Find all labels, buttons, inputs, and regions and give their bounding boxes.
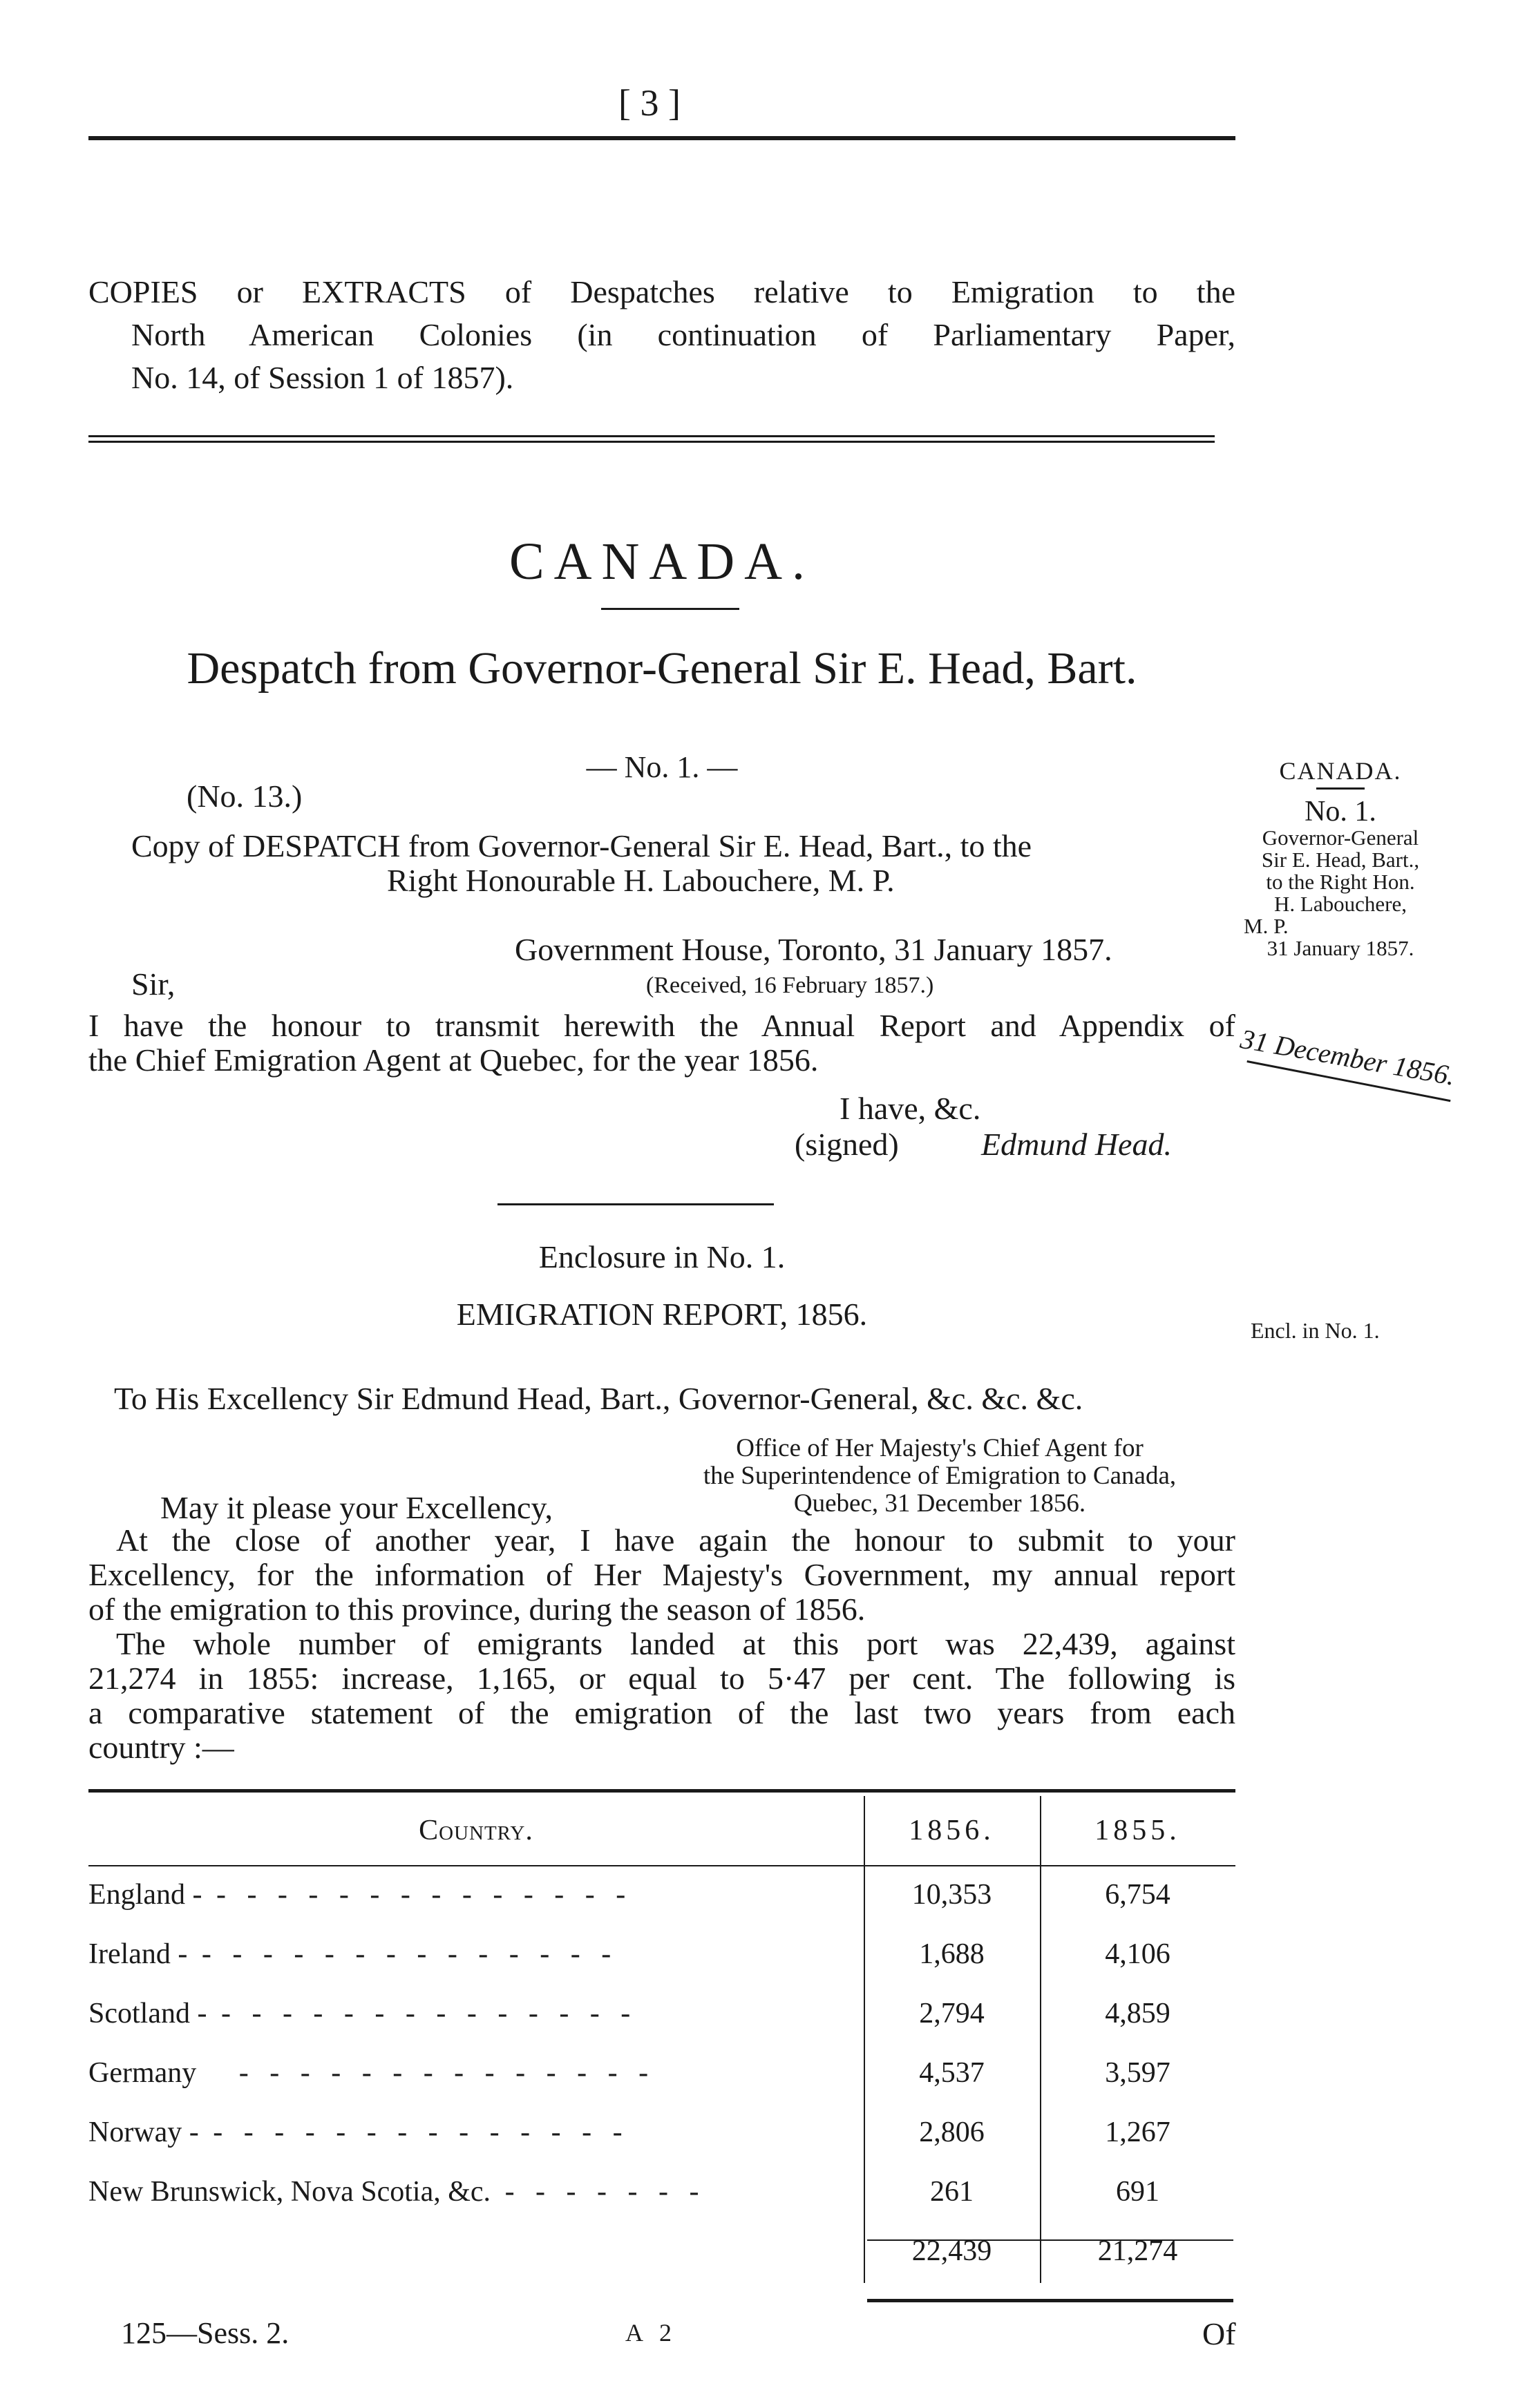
- intro-double-rule: [88, 435, 1215, 443]
- page-number: [ 3 ]: [618, 82, 681, 124]
- section-title-rule: [601, 608, 739, 610]
- salutation: Sir,: [131, 966, 176, 1002]
- row-1855: 6,754: [1105, 1879, 1170, 1911]
- p2-line-1: The whole number of emigrants landed at this port was 22,439, against: [116, 1626, 1235, 1661]
- margin-note-l1: Governor-General: [1262, 825, 1419, 850]
- copy-line-2: Right Honourable H. Labouchere, M. P.: [387, 863, 895, 898]
- margin-note-no: No. 1.: [1305, 796, 1376, 828]
- closing: I have, &c.: [840, 1091, 981, 1126]
- enclosure-salutation: May it please your Excellency,: [160, 1490, 553, 1525]
- row-country: Ireland - - - - - - - - - - - - - - -: [88, 1938, 618, 1970]
- table-bottom-rule: [867, 2299, 1233, 2302]
- row-1856: 2,806: [919, 2116, 985, 2148]
- p1-line-2: Excellency, for the information of Her Majesty's Government, my annual report: [88, 1557, 1235, 1592]
- header-rule: [88, 136, 1235, 140]
- table-row: [88, 1924, 1235, 1984]
- row-country: England - - - - - - - - - - - - - - -: [88, 1879, 633, 1911]
- address-line: To His Excellency Sir Edmund Head, Bart., Governor-General, &c. &c. &c.: [114, 1381, 1083, 1416]
- table-header-row: [88, 1796, 1235, 1865]
- table-row: [88, 2162, 1235, 2221]
- margin-note-title: CANADA.: [1279, 757, 1402, 785]
- margin-note-l2: Sir E. Head, Bart.,: [1261, 848, 1420, 872]
- office-line-2: the Superintendence of Emigration to Canada,: [703, 1462, 1177, 1490]
- p2-line-4: country :—: [88, 1730, 234, 1765]
- row-country: Germany - - - - - - - - - - - - - -: [88, 2057, 656, 2089]
- margin-note-rule: [1316, 787, 1365, 790]
- intro-line-2: North American Colonies (in continuation of Parliamentary Paper,: [131, 317, 1235, 352]
- enclosure-heading: Enclosure in No. 1.: [538, 1239, 786, 1274]
- emigration-table: [88, 1796, 1235, 2281]
- signature: Edmund Head.: [981, 1127, 1172, 1162]
- despatch-title: Despatch from Governor-General Sir E. Head, Bart.: [187, 643, 1137, 694]
- row-country: New Brunswick, Nova Scotia, &c. - - - - - - -: [88, 2176, 706, 2208]
- row-1855: 1,267: [1105, 2116, 1170, 2148]
- despatch-body-2: the Chief Emigration Agent at Quebec, for the year 1856.: [88, 1042, 819, 1078]
- row-country: Norway - - - - - - - - - - - - - - -: [88, 2116, 629, 2148]
- row-1855: 691: [1116, 2176, 1159, 2208]
- p2-line-3: a comparative statement of the emigration of the last two years from each: [88, 1695, 1235, 1730]
- row-1856: 261: [930, 2176, 974, 2208]
- total-label: [88, 2221, 864, 2281]
- total-1856: 22,439: [911, 2235, 992, 2267]
- margin-note-l6: 31 January 1857.: [1267, 936, 1414, 960]
- header-1856: 1856.: [909, 1815, 995, 1846]
- table-top-rule: [88, 1789, 1235, 1793]
- table-row: [88, 1865, 1235, 1924]
- report-title: EMIGRATION REPORT, 1856.: [456, 1297, 868, 1332]
- section-title: CANADA.: [509, 533, 815, 591]
- table-row: [88, 2043, 1235, 2103]
- margin-note-l3: to the Right Hon.: [1266, 870, 1415, 894]
- table-total-row: [88, 2221, 1235, 2281]
- footer-center: A 2: [625, 2319, 678, 2347]
- margin-note-l5: M. P.: [1244, 914, 1289, 938]
- footer-left: 125—Sess. 2.: [121, 2316, 290, 2350]
- office-block: [636, 1435, 1244, 1518]
- p2-line-2: 21,274 in 1855: increase, 1,165, or equal to 5·47 per cent. The following is: [88, 1661, 1235, 1696]
- p1-line-3: of the emigration to this province, during the season of 1856.: [88, 1592, 866, 1627]
- signed-label: (signed): [795, 1127, 899, 1162]
- despatch-end-rule: [497, 1203, 774, 1205]
- row-1856: 2,794: [919, 1998, 985, 2029]
- intro-block: [88, 271, 1235, 399]
- table-row: [88, 1984, 1235, 2043]
- office-line-3: Quebec, 31 December 1856.: [793, 1489, 1086, 1518]
- header-1855: 1855.: [1094, 1815, 1181, 1846]
- table-row: [88, 2103, 1235, 2162]
- place-date: Government House, Toronto, 31 January 1857.: [515, 932, 1112, 967]
- despatch-ref: (No. 13.): [187, 778, 303, 814]
- copy-line-1: Copy of DESPATCH from Governor-General Sir E. Head, Bart., to the: [131, 828, 1032, 863]
- paragraph-1: [88, 1523, 1235, 1765]
- row-1856: 10,353: [911, 1879, 992, 1911]
- row-1856: 4,537: [919, 2057, 985, 2089]
- office-line-1: Office of Her Majesty's Chief Agent for: [736, 1434, 1144, 1462]
- row-1856: 1,688: [919, 1938, 985, 1970]
- margin-note-l4: H. Labouchere,: [1274, 892, 1407, 916]
- handwritten-date: 31 December 1856.: [1238, 1022, 1458, 1091]
- total-1855: 21,274: [1097, 2235, 1178, 2267]
- row-1855: 4,859: [1105, 1998, 1170, 2029]
- enclosure-margin-note: Encl. in No. 1.: [1251, 1318, 1380, 1343]
- p1-line-1: At the close of another year, I have again the honour to submit to your: [116, 1522, 1235, 1558]
- despatch-body-1: I have the honour to transmit herewith the Annual Report and Appendix of: [88, 1008, 1235, 1043]
- footer-right: Of: [1202, 2316, 1236, 2351]
- row-1855: 4,106: [1105, 1938, 1170, 1970]
- row-1855: 3,597: [1105, 2057, 1170, 2089]
- row-country: Scotland - - - - - - - - - - - - - - -: [88, 1998, 638, 2029]
- received-note: (Received, 16 February 1857.): [646, 973, 934, 998]
- margin-note: [1237, 757, 1444, 960]
- number-marker: — No. 1. —: [586, 750, 738, 784]
- intro-line-3: No. 14, of Session 1 of 1857).: [131, 360, 514, 395]
- header-country: Country.: [419, 1815, 533, 1846]
- intro-line-1: COPIES or EXTRACTS of Despatches relative to Emigration to the: [88, 274, 1235, 309]
